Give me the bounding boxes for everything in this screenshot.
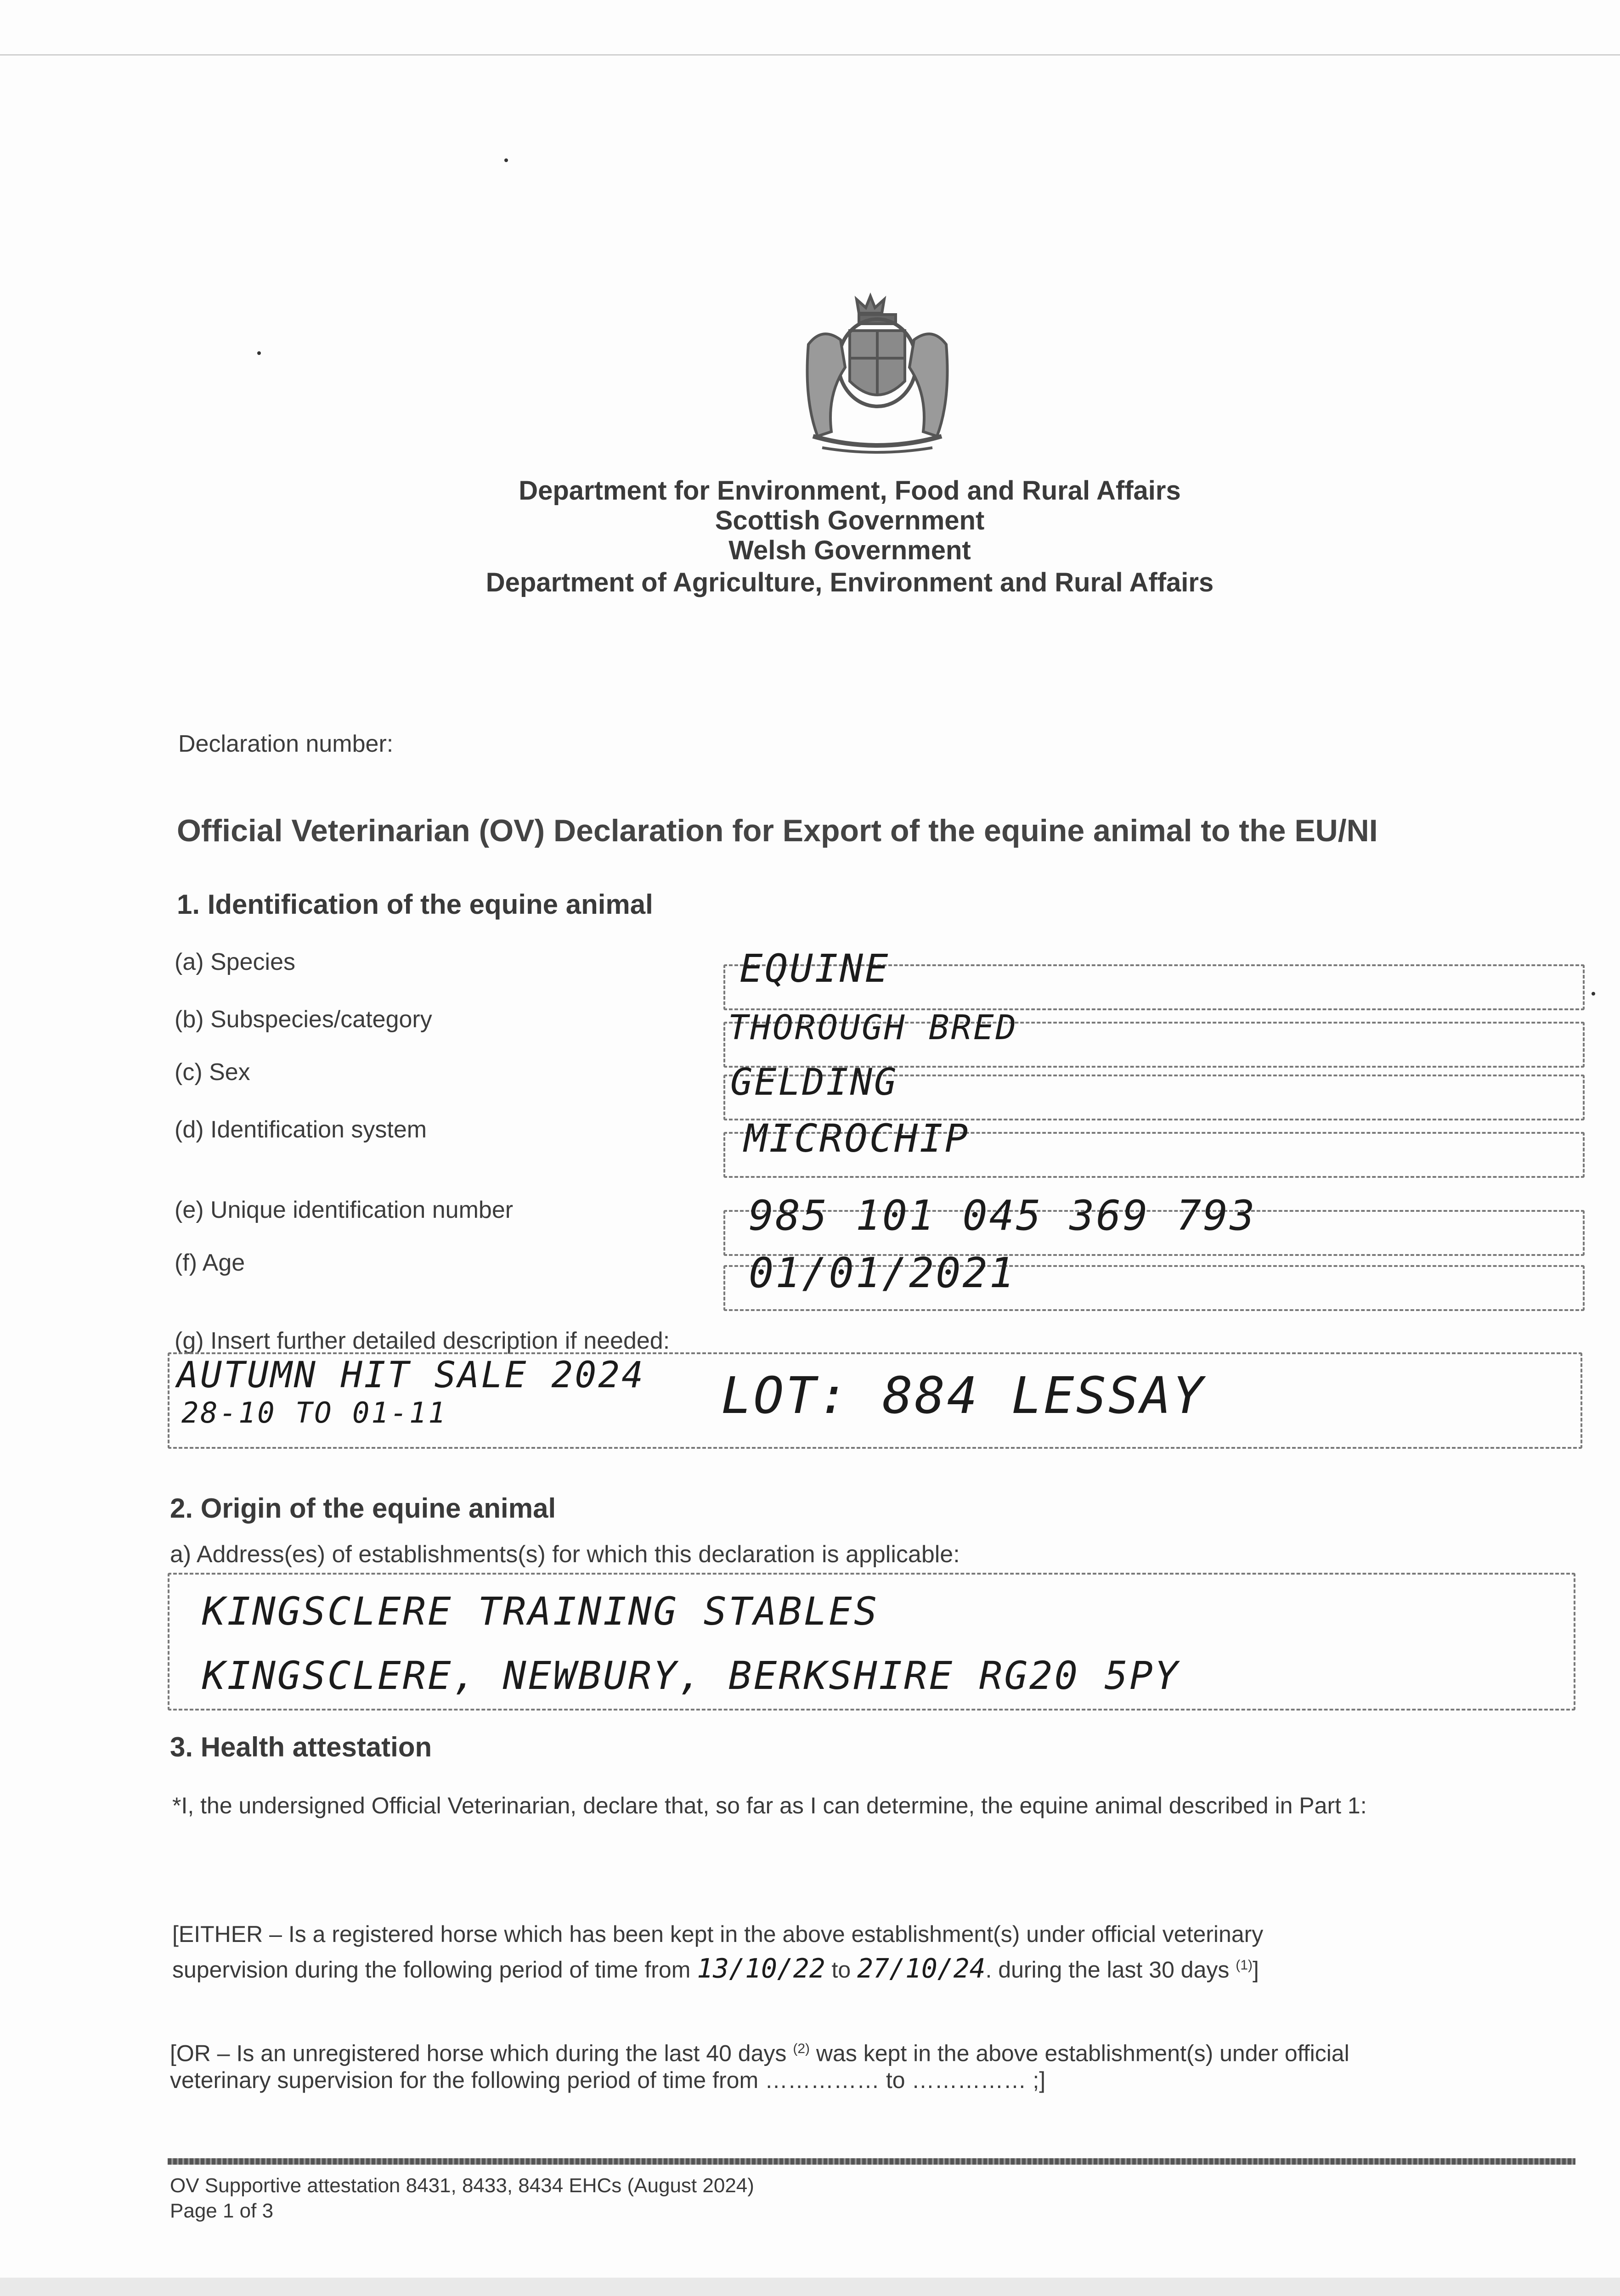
establishment-address-label: a) Address(es) of establishments(s) for which this declaration is applicable: xyxy=(170,1541,960,1568)
or-clause-end: was kept in the above establishment(s) under official xyxy=(816,2040,1349,2066)
scan-speck xyxy=(257,351,261,355)
address-line-2: KINGSCLERE, NEWBURY, BERKSHIRE RG20 5PY xyxy=(202,1653,1180,1698)
section-2-heading: 2. Origin of the equine animal xyxy=(170,1493,556,1524)
age-value: 01/01/2021 xyxy=(749,1249,1016,1297)
description-lot: LOT: 884 LESSAY xyxy=(721,1366,1205,1425)
form-title: Official Veterinarian (OV) Declaration for Export of the equine animal to the EU/NI xyxy=(177,813,1378,848)
description-line-1: AUTUMN HIT SALE 2024 xyxy=(177,1355,645,1396)
agency-name: Department for Environment, Food and Rural Affairs xyxy=(519,476,1181,506)
either-clause-line-2 xyxy=(172,1951,1578,1985)
agency-name: Scottish Government xyxy=(715,506,985,535)
footnote-2-marker: (2) xyxy=(793,2041,810,2056)
or-clause-line-1 xyxy=(170,2034,1575,2068)
scan-speck xyxy=(1592,992,1595,996)
declaration-number-label: Declaration number: xyxy=(178,731,394,757)
species-value: EQUINE xyxy=(739,946,890,991)
either-to-word: to xyxy=(831,1957,851,1983)
page-number: Page 1 of 3 xyxy=(170,2200,274,2222)
scan-speck xyxy=(504,158,508,162)
subspecies-label: (b) Subspecies/category xyxy=(175,1006,432,1033)
or-clause-line-2: veterinary supervision for the following period of time from …………… to …………… ;] xyxy=(170,2067,1046,2093)
kept-to-date: 27/10/24 xyxy=(857,1953,986,1984)
footer-reference: OV Supportive attestation 8431, 8433, 8434 EHCs (August 2024) xyxy=(170,2174,754,2197)
either-clause-text: supervision during the following period of time from xyxy=(172,1957,691,1983)
royal-coat-of-arms-icon xyxy=(781,289,974,459)
address-line-1: KINGSCLERE TRAINING STABLES xyxy=(202,1589,879,1634)
footer-divider xyxy=(168,2158,1575,2165)
identification-system-label: (d) Identification system xyxy=(175,1116,427,1143)
either-clause-end: . during the last 30 days xyxy=(985,1957,1230,1983)
section-1-heading: 1. Identification of the equine animal xyxy=(177,889,653,920)
subspecies-value: THOROUGH BRED xyxy=(728,1008,1018,1047)
agency-name: Welsh Government xyxy=(728,535,971,565)
either-close: ] xyxy=(1252,1957,1259,1983)
species-label: (a) Species xyxy=(175,949,295,975)
or-clause-start: [OR – Is an unregistered horse which during the last 40 days xyxy=(170,2040,787,2066)
sex-value: GELDING xyxy=(730,1061,898,1103)
attestation-intro: *I, the undersigned Official Veterinarian, declare that, so far as I can determine, the equine animal described in Part 1: xyxy=(172,1793,1367,1818)
footnote-1-marker: (1) xyxy=(1236,1958,1253,1973)
sex-label: (c) Sex xyxy=(175,1059,250,1086)
agency-name: Department of Agriculture, Environment and Rural Affairs xyxy=(485,568,1214,597)
identification-system-value: MICROCHIP xyxy=(744,1116,970,1161)
either-clause-line-1: [EITHER – Is a registered horse which has been kept in the above establishment(s) under official veterinary xyxy=(172,1921,1264,1947)
kept-from-date: 13/10/22 xyxy=(697,1953,825,1984)
description-label: (g) Insert further detailed description if needed: xyxy=(175,1328,670,1354)
section-3-heading: 3. Health attestation xyxy=(170,1732,432,1762)
age-label: (f) Age xyxy=(175,1249,245,1276)
scan-bottom-edge xyxy=(0,2278,1620,2296)
description-line-2: 28-10 TO 01-11 xyxy=(181,1396,447,1429)
scan-top-line xyxy=(0,54,1620,56)
unique-id-label: (e) Unique identification number xyxy=(175,1197,514,1223)
unique-id-value: 985 101 045 369 793 xyxy=(749,1192,1257,1240)
